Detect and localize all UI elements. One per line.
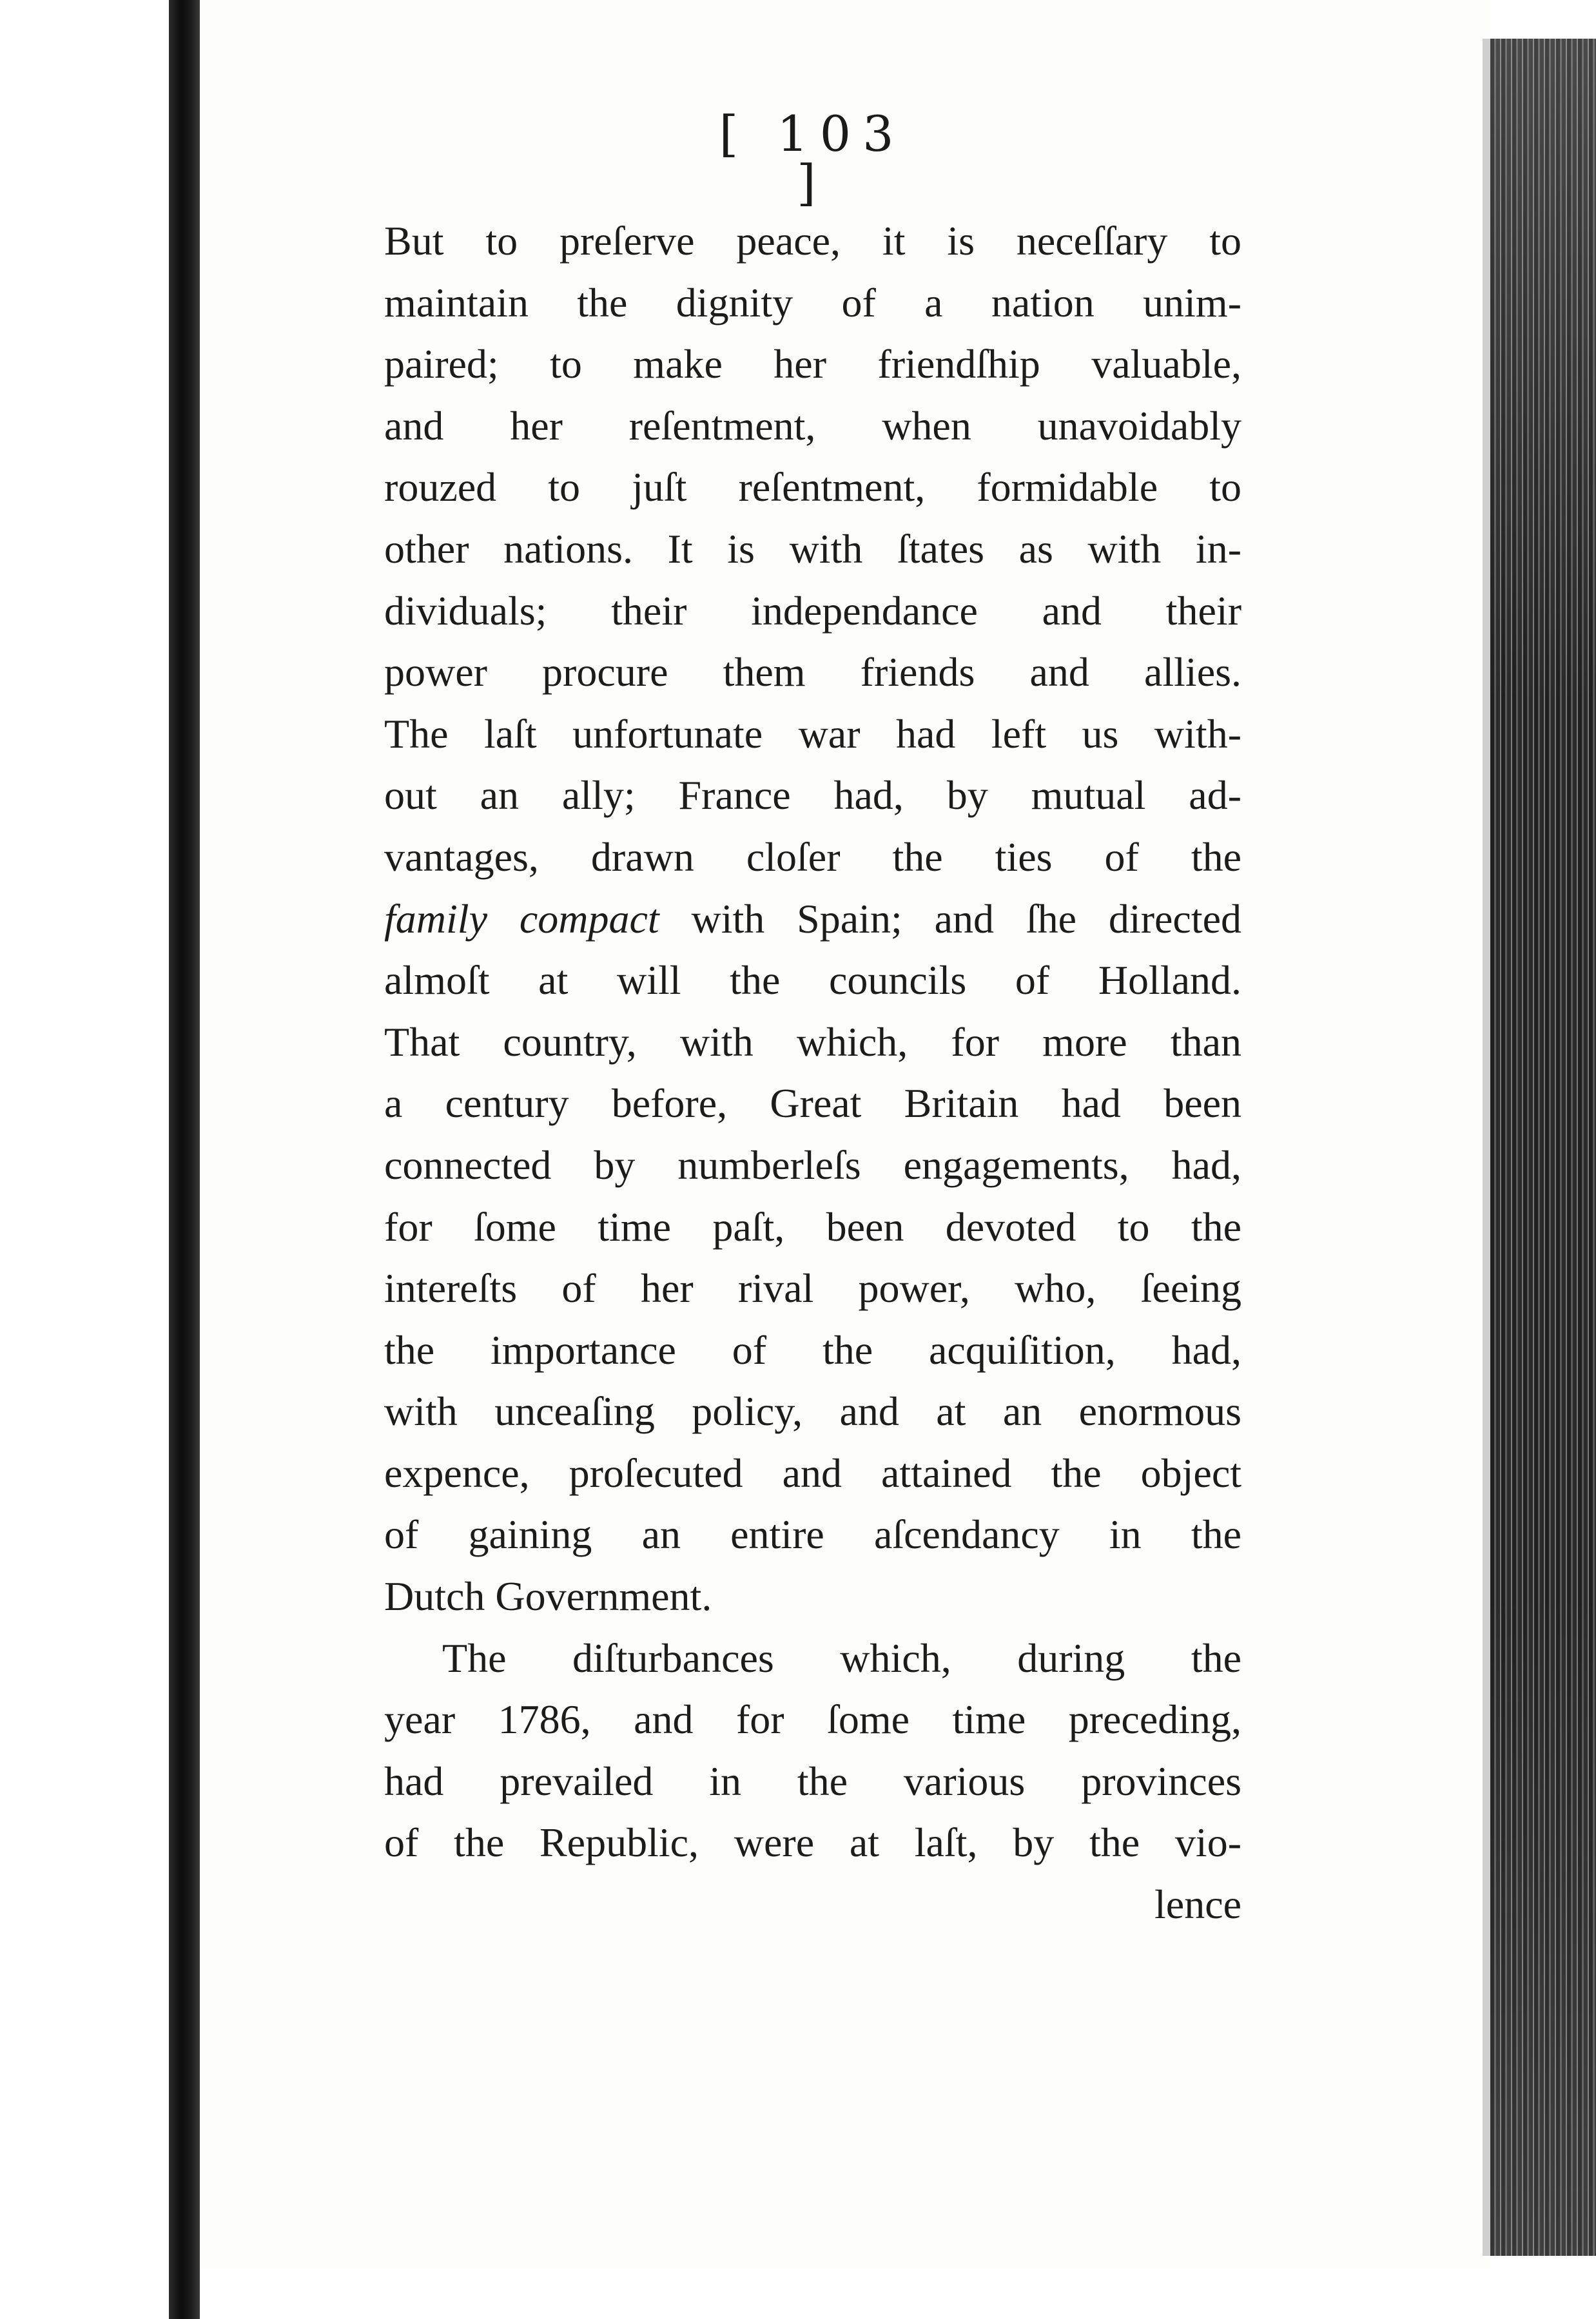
text-line: had prevailed in the various provinces — [384, 1758, 1241, 1804]
text-line: for ſome time paſt, been devoted to the — [384, 1203, 1241, 1250]
text-line: power procure them friends and allies. — [384, 649, 1241, 695]
text-line: a century before, Great Britain had been — [384, 1080, 1241, 1127]
text-line: out an ally; France had, by mutual ad- — [384, 772, 1241, 819]
catchword: lence — [1154, 1881, 1241, 1928]
text-line: almoſt at will the councils of Holland. — [384, 957, 1241, 1004]
page-number: [ 103 ] — [719, 105, 906, 211]
text-line: the importance of the acquiſition, had, — [384, 1326, 1241, 1373]
page-outer-edge — [1483, 39, 1490, 2256]
text-line: connected by numberleſs engagements, had, — [384, 1141, 1241, 1188]
book-gutter — [169, 0, 200, 2319]
text-line: of gaining an entire aſcendancy in the — [384, 1511, 1241, 1558]
text-line-rest: with Spain; and ſhe directed — [659, 895, 1242, 942]
text-line: maintain the dignity of a nation unim- — [384, 279, 1241, 325]
page-edges-shade — [1490, 39, 1596, 2256]
text-line: But to preſerve peace, it is neceſſary to — [384, 218, 1241, 264]
text-line: other nations. It is with ſtates as with in- — [384, 525, 1241, 572]
text-line: That country, with which, for more than — [384, 1018, 1241, 1065]
text-line: The diſturbances which, during the — [442, 1635, 1241, 1681]
text-line: expence, proſecuted and attained the object — [384, 1450, 1241, 1496]
text-line: dividuals; their independance and their — [384, 587, 1241, 634]
body-text — [384, 210, 1241, 1936]
page-edges-top — [1490, 0, 1596, 39]
text-line-with-italic — [384, 888, 1241, 950]
text-line: rouzed to juſt reſentment, formidable to — [384, 464, 1241, 510]
text-line: intereſts of her rival power, who, ſeeing — [384, 1265, 1241, 1312]
text-line: year 1786, and for ſome time preceding, — [384, 1696, 1241, 1743]
text-line: The laſt unfortunate war had left us with- — [384, 710, 1241, 757]
text-line: paired; to make her friendſhip valuable, — [384, 341, 1241, 387]
page-bottom-margin — [200, 2269, 1596, 2319]
text-line: Dutch Government. — [384, 1573, 712, 1620]
text-line: vantages, drawn cloſer the ties of the — [384, 833, 1241, 880]
italic-phrase: family compact — [384, 895, 659, 942]
text-line: of the Republic, were at laſt, by the vio- — [384, 1819, 1241, 1866]
text-line: with unceaſing policy, and at an enormous — [384, 1388, 1241, 1435]
facing-page-edge — [0, 0, 169, 2319]
text-line: and her reſentment, when unavoidably — [384, 402, 1241, 449]
